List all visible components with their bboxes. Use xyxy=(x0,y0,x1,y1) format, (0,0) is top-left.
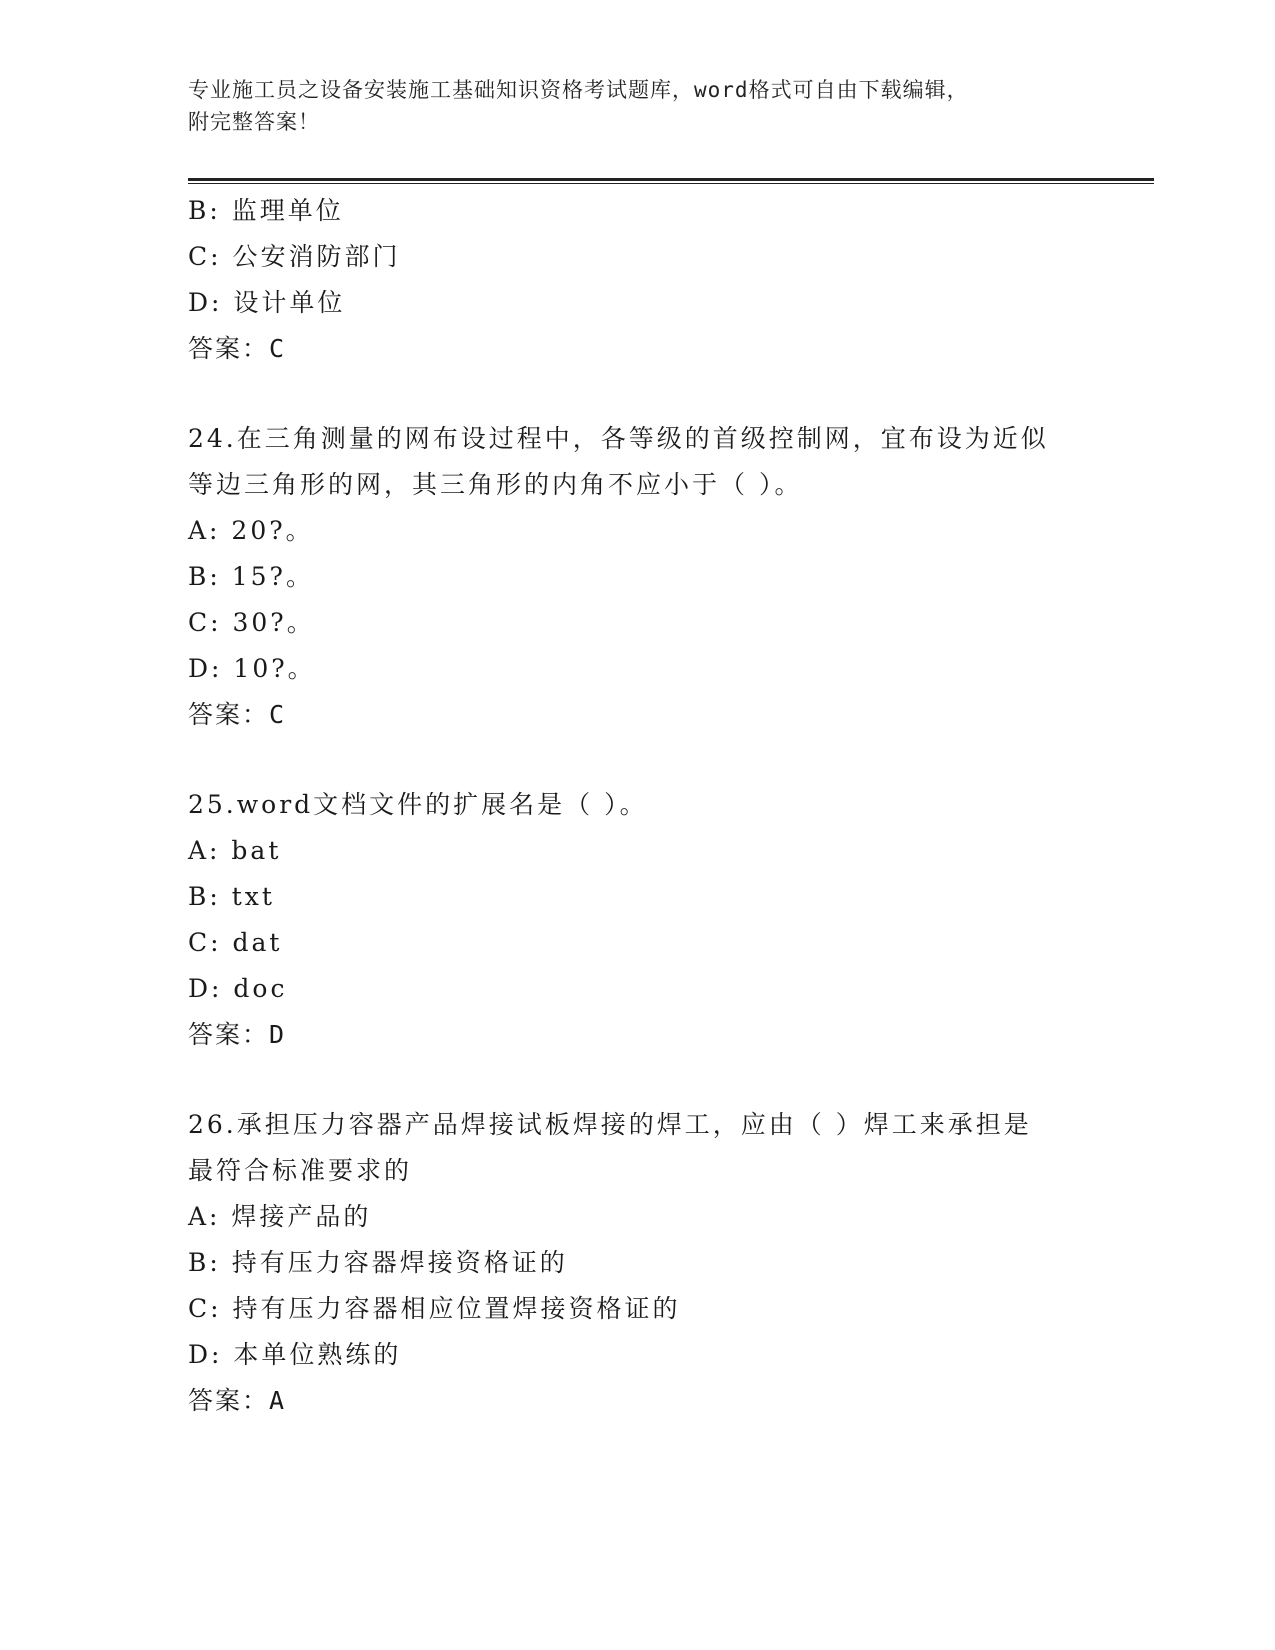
answer-line: 答案：D xyxy=(188,1020,287,1049)
document-body xyxy=(188,188,1088,1424)
option-c: C: dat xyxy=(188,928,283,957)
question-text-line-2: 等边三角形的网，其三角形的内角不应小于（ ）。 xyxy=(188,470,803,499)
option-d: D: 本单位熟练的 xyxy=(188,1340,402,1369)
question-26 xyxy=(188,1102,1088,1424)
option-a: A: 焊接产品的 xyxy=(188,1202,372,1231)
question-text xyxy=(188,1102,1088,1194)
option-d: D: doc xyxy=(188,974,288,1003)
question-text-line-1: 25.word文档文件的扩展名是（ ）。 xyxy=(188,790,648,819)
answer-line: 答案：C xyxy=(188,700,287,729)
question-25 xyxy=(188,782,1088,1058)
option-b: B: 持有压力容器焊接资格证的 xyxy=(188,1248,568,1277)
option-b: B: 监理单位 xyxy=(188,196,344,225)
option-c: C: 公安消防部门 xyxy=(188,242,401,271)
question-text-line-1: 24.在三角测量的网布设过程中，各等级的首级控制网，宜布设为近似 xyxy=(188,424,1049,453)
question-text xyxy=(188,782,1088,828)
option-a: A: bat xyxy=(188,836,282,865)
previous-question-continuation xyxy=(188,188,1088,372)
page-header xyxy=(188,74,1068,138)
option-d: D: 设计单位 xyxy=(188,288,346,317)
header-line-1: 专业施工员之设备安装施工基础知识资格考试题库，word格式可自由下载编辑， xyxy=(188,78,969,102)
option-c: C: 持有压力容器相应位置焊接资格证的 xyxy=(188,1294,681,1323)
option-d: D: 10?。 xyxy=(188,654,316,683)
answer-line: 答案：C xyxy=(188,334,287,363)
question-text-line-2: 最符合标准要求的 xyxy=(188,1156,413,1185)
option-a: A: 20?。 xyxy=(188,516,314,545)
header-divider-thin xyxy=(188,183,1154,184)
question-24 xyxy=(188,416,1088,738)
header-divider-thick xyxy=(188,178,1154,181)
answer-line: 答案：A xyxy=(188,1386,287,1415)
option-b: B: txt xyxy=(188,882,275,911)
option-c: C: 30?。 xyxy=(188,608,315,637)
option-b: B: 15?。 xyxy=(188,562,314,591)
question-text xyxy=(188,416,1088,508)
question-text-line-1: 26.承担压力容器产品焊接试板焊接的焊工，应由（ ）焊工来承担是 xyxy=(188,1110,1032,1139)
header-line-2: 附完整答案！ xyxy=(188,110,320,134)
